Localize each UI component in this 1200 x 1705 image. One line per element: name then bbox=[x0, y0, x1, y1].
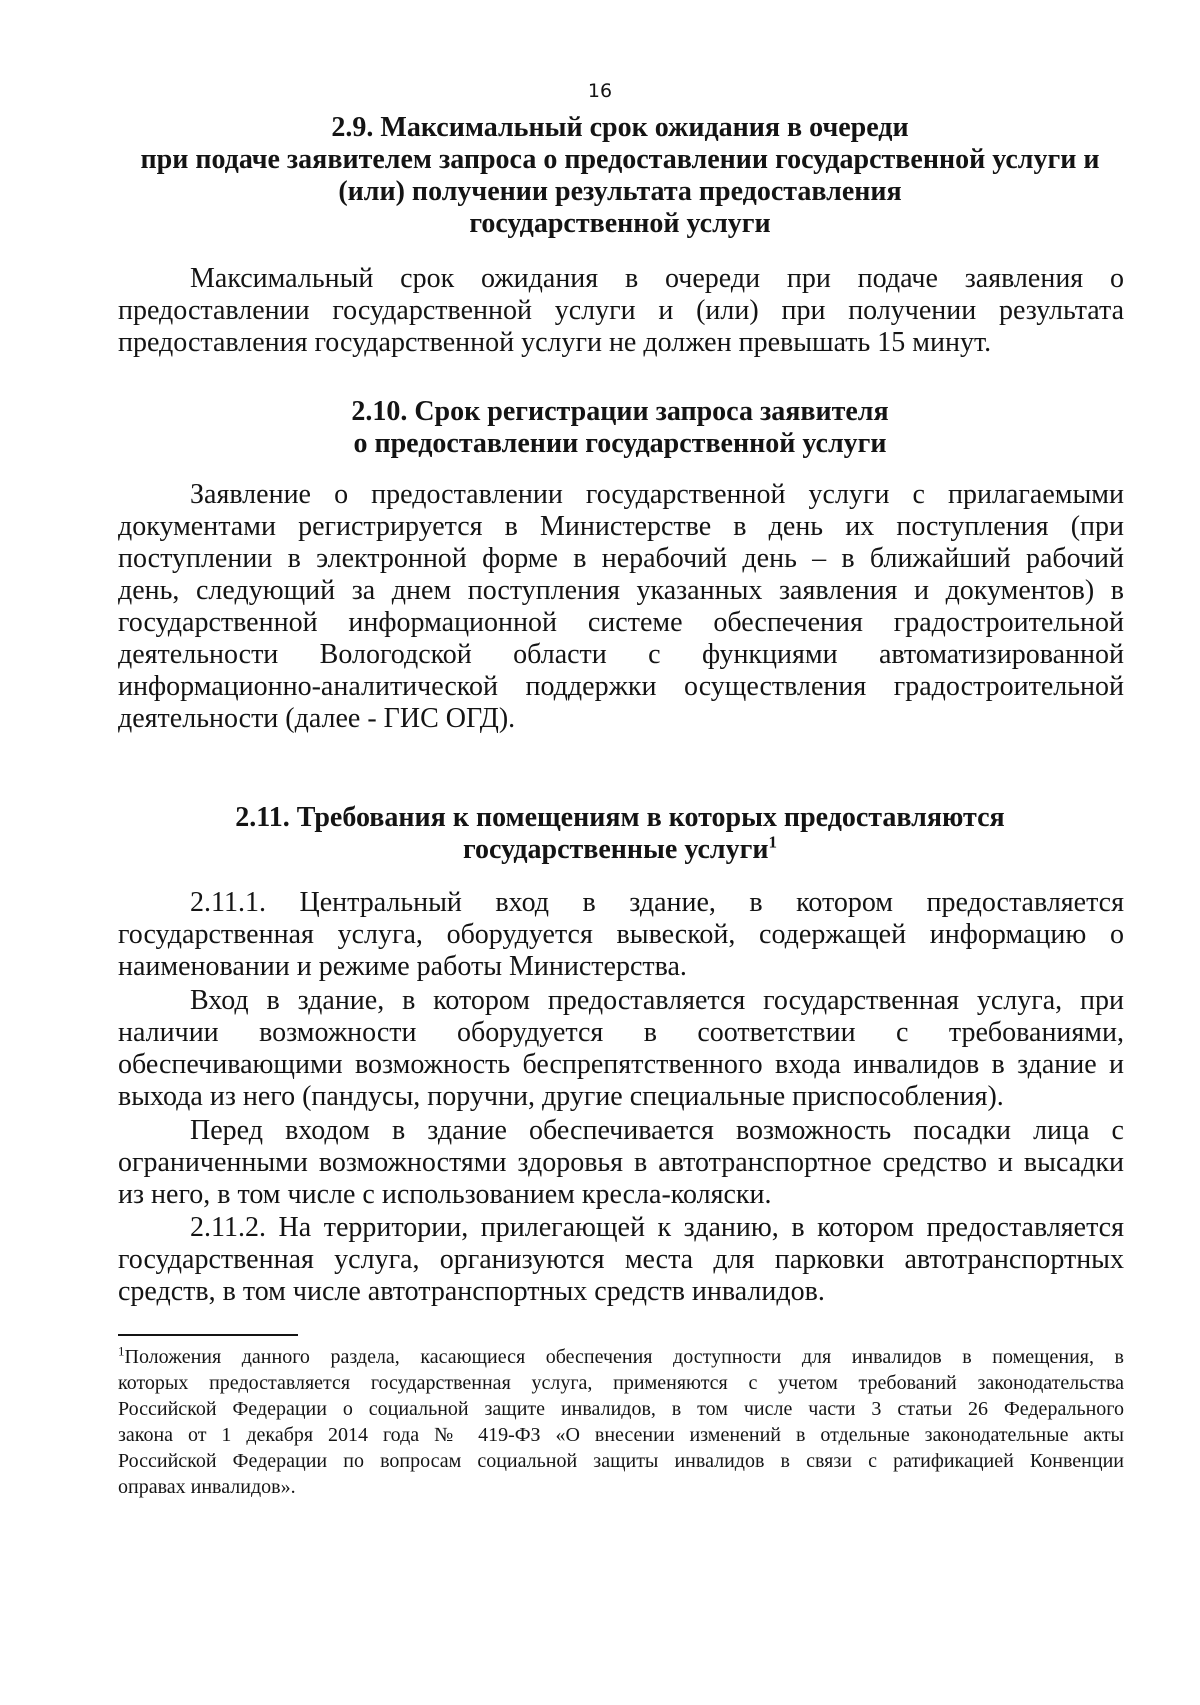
paragraph-registration bbox=[118, 479, 1124, 735]
footnote-line-text: Положения данного раздела, касающиеся обеспечения доступности для инвалидов в помещения, в bbox=[124, 1346, 1124, 1368]
footnote-line: оправах инвалидов». bbox=[118, 1476, 296, 1498]
heading-line: 2.11. Требования к помещениям в которых предоставляются bbox=[235, 802, 1005, 833]
paragraph-line: Перед входом в здание обеспечивается возможность посадки лица с bbox=[190, 1115, 1124, 1146]
heading-line: 2.9. Максимальный срок ожидания в очереди bbox=[331, 112, 909, 143]
paragraph-line: обеспечивающими возможность беспрепятственного входа инвалидов в здание и bbox=[118, 1049, 1124, 1080]
heading-line: государственной услуги bbox=[469, 208, 771, 239]
paragraph-line: предоставлении государственной услуги и (или) при получении результата bbox=[118, 295, 1124, 326]
paragraph-boarding bbox=[118, 1115, 1124, 1211]
paragraph-queue-time bbox=[118, 263, 1124, 359]
paragraph-2-11-2 bbox=[118, 1212, 1124, 1308]
paragraph-2-11-1 bbox=[118, 887, 1124, 983]
heading-line-text: государственные услуги bbox=[463, 834, 769, 865]
section-heading-2-11 bbox=[110, 802, 1130, 866]
paragraph-line: деятельности Вологодской области с функциями автоматизированной bbox=[118, 639, 1124, 670]
paragraph-line: государственной информационной системе обеспечения градостроительной bbox=[118, 607, 1124, 638]
paragraph-line: информационно-аналитической поддержки осуществления градостроительной bbox=[118, 671, 1124, 702]
paragraph-line: Вход в здание, в котором предоставляется государственная услуга, при bbox=[190, 985, 1124, 1016]
paragraph-line: день, следующий за днем поступления указанных заявления и документов) в bbox=[118, 575, 1124, 606]
footnote bbox=[118, 1344, 1124, 1500]
paragraph-line: Максимальный срок ожидания в очереди при подаче заявления о bbox=[190, 263, 1124, 294]
footnote-reference: 1 bbox=[768, 832, 777, 852]
paragraph-line: поступлении в электронной форме в нерабочий день – в ближайший рабочий bbox=[118, 543, 1124, 574]
heading-line: при подаче заявителем запроса о предоставлении государственной услуги и bbox=[140, 144, 1100, 175]
paragraph-line: наименовании и режиме работы Министерства. bbox=[118, 951, 687, 982]
footnote-divider bbox=[118, 1334, 298, 1336]
heading-line: о предоставлении государственной услуги bbox=[353, 428, 887, 459]
section-heading-2-10 bbox=[110, 396, 1130, 460]
paragraph-line: документами регистрируется в Министерстве в день их поступления (при bbox=[118, 511, 1124, 542]
paragraph-line: выхода из него (пандусы, поручни, другие специальные приспособления). bbox=[118, 1081, 1004, 1112]
paragraph-line: государственная услуга, организуются места для парковки автотранспортных bbox=[118, 1244, 1124, 1275]
paragraph-building-entrance bbox=[118, 985, 1124, 1113]
heading-line bbox=[110, 834, 1130, 866]
paragraph-line: 2.11.1. Центральный вход в здание, в котором предоставляется bbox=[190, 887, 1124, 918]
footnote-line: Российской Федерации о социальной защите инвалидов, в том числе части 3 статьи 26 Федерального bbox=[118, 1398, 1124, 1420]
footnote-line: Российской Федерации по вопросам социальной защиты инвалидов в связи с ратификацией Конвенции bbox=[118, 1450, 1124, 1472]
page-number: 16 bbox=[587, 80, 613, 102]
footnote-line bbox=[118, 1344, 1124, 1370]
heading-line: (или) получении результата предоставления bbox=[338, 176, 902, 207]
paragraph-line: Заявление о предоставлении государственной услуги с прилагаемыми bbox=[190, 479, 1124, 510]
paragraph-line: ограниченными возможностями здоровья в автотранспортное средство и высадки bbox=[118, 1147, 1124, 1178]
footnote-line: закона от 1 декабря 2014 года № 419-ФЗ «О внесении изменений в отдельные законодательные акты bbox=[118, 1424, 1124, 1446]
paragraph-line: средств, в том числе автотранспортных средств инвалидов. bbox=[118, 1276, 825, 1307]
paragraph-line: деятельности (далее - ГИС ОГД). bbox=[118, 703, 516, 734]
paragraph-line: 2.11.2. На территории, прилегающей к зданию, в котором предоставляется bbox=[190, 1212, 1124, 1243]
paragraph-line: наличии возможности оборудуется в соответствии с требованиями, bbox=[118, 1017, 1124, 1048]
heading-line: 2.10. Срок регистрации запроса заявителя bbox=[351, 396, 889, 427]
paragraph-line: предоставления государственной услуги не должен превышать 15 минут. bbox=[118, 327, 992, 358]
section-heading-2-9 bbox=[110, 112, 1130, 240]
footnote-mark: 1 bbox=[118, 1343, 125, 1359]
paragraph-line: государственная услуга, оборудуется вывеской, содержащей информацию о bbox=[118, 919, 1124, 950]
paragraph-line: из него, в том числе с использованием кресла-коляски. bbox=[118, 1179, 772, 1210]
footnote-line: которых предоставляется государственная услуга, применяются с учетом требований законодательства bbox=[118, 1372, 1124, 1394]
